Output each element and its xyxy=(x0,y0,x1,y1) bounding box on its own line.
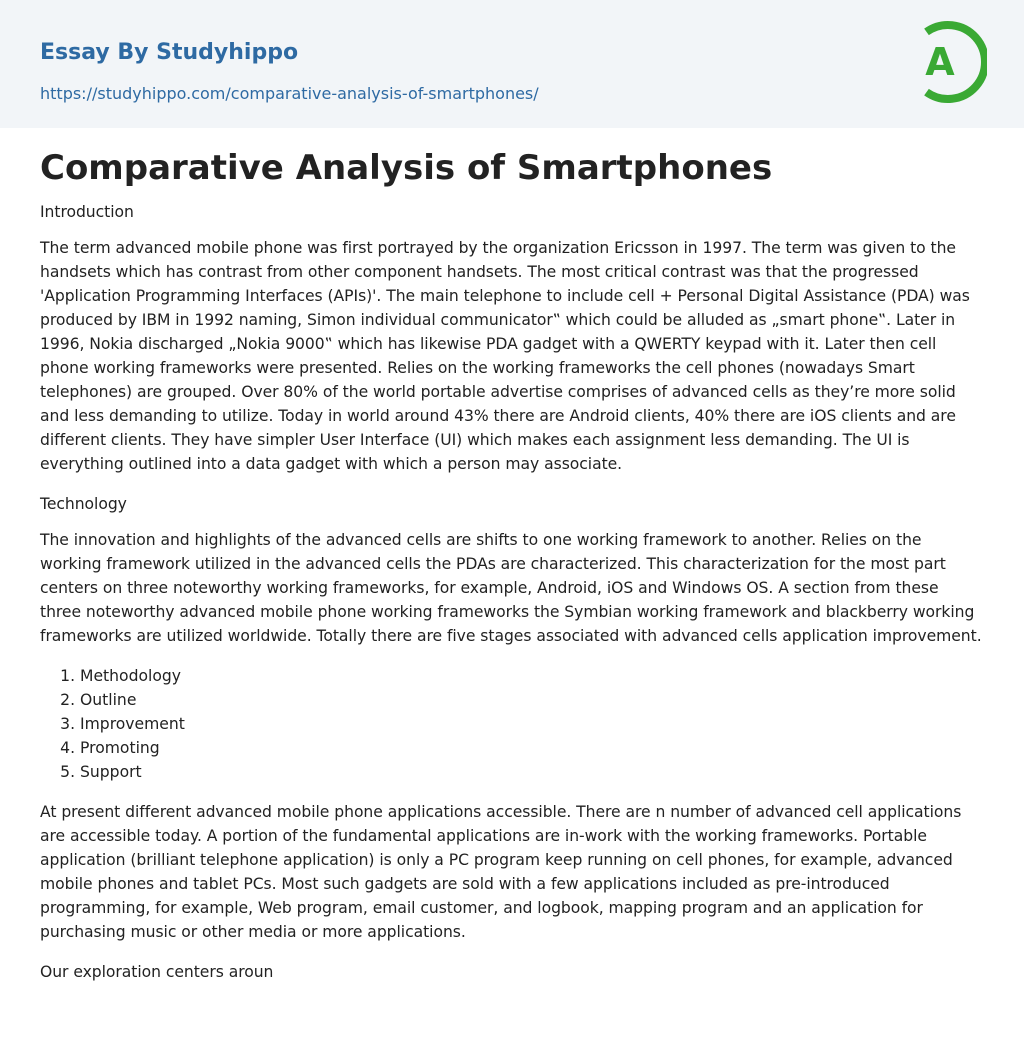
essay-content xyxy=(0,128,1024,984)
source-url-link[interactable]: https://studyhippo.com/comparative-analysis-of-smartphones/ xyxy=(40,84,539,103)
brand-title: Essay By Studyhippo xyxy=(40,40,299,65)
intro-paragraph: The term advanced mobile phone was first portrayed by the organization Ericsson in 1997. The term was given to the handsets which has contrast from other component handsets. The most critical contrast was that the progressed 'Application Programming Interfaces (APIs)'. The main telephone to include cell + Personal Digital Assistance (PDA) was produced by IBM in 1992 naming, Simon individual communicator‟ which could be alluded as „smart phone‟. Later in 1996, Nokia discharged „Nokia 9000‟ which has likewise PDA gadget with a QWERTY keypad with it. Later then cell phone working frameworks were presented. Relies on the working frameworks the cell phones (nowadays Smart telephones) are grouped. Over 80% of the world portable advertise comprises of advanced cells as they’re more solid and less demanding to utilize. Today in world around 43% there are Android clients, 40% there are iOS clients and are different clients. They have simpler User Interface (UI) which makes each assignment less demanding. The UI is everything outlined into a data gadget with which a person may associate. xyxy=(40,239,970,473)
closing-fragment: Our exploration centers aroun xyxy=(40,963,274,981)
list-item: 4. Promoting xyxy=(80,736,984,760)
list-item: 1. Methodology xyxy=(80,664,984,688)
development-stages-list xyxy=(40,664,984,784)
page-title: Comparative Analysis of Smartphones xyxy=(40,148,773,188)
site-header xyxy=(0,0,1024,128)
logo-letter: A xyxy=(925,40,955,84)
intro-heading: Introduction xyxy=(40,203,134,221)
technology-paragraph: The innovation and highlights of the advanced cells are shifts to one working framework to another. Relies on the working framework utilized in the advanced cells the PDAs are characterized. This characterization for the most part centers on three noteworthy working frameworks, for example, Android, iOS and Windows OS. A section from these three noteworthy advanced mobile phone working frameworks the Symbian working framework and blackberry working frameworks are utilized worldwide. Totally there are five stages associated with advanced cells application improvement. xyxy=(40,531,982,645)
list-item: 3. Improvement xyxy=(80,712,984,736)
technology-heading: Technology xyxy=(40,495,127,513)
list-item: 2. Outline xyxy=(80,688,984,712)
list-item: 5. Support xyxy=(80,760,984,784)
studyhippo-logo-icon[interactable] xyxy=(911,19,987,105)
applications-paragraph: At present different advanced mobile phone applications accessible. There are n number of advanced cell applications are accessible today. A portion of the fundamental applications are in-work with the working frameworks. Portable application (brilliant telephone application) is only a PC program keep running on cell phones, for example, advanced mobile phones and tablet PCs. Most such gadgets are sold with a few applications included as pre-introduced programming, for example, Web program, email customer, and logbook, mapping program and an application for purchasing music or other media or more applications. xyxy=(40,803,962,941)
